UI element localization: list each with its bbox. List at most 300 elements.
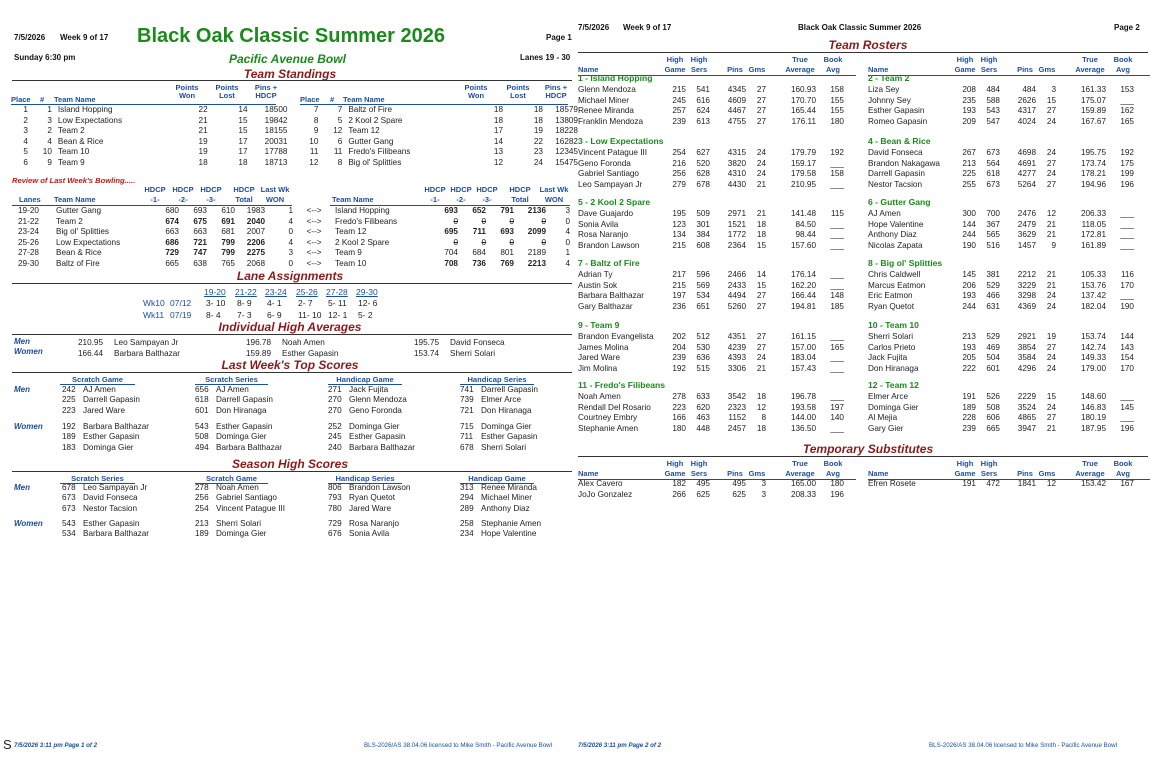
- cell: Big ol' Splitties: [348, 157, 402, 167]
- true-average: 165.00: [790, 479, 816, 488]
- cell: Gutter Gang: [56, 206, 102, 215]
- name: Anthony Diaz: [868, 230, 917, 240]
- games: 24: [756, 353, 766, 363]
- cell: 15475: [555, 157, 578, 167]
- cell: 11: [333, 147, 343, 157]
- high-game: 215: [672, 280, 686, 290]
- report-date: 7/5/2026: [14, 33, 46, 42]
- hdr-points-won: Points Won: [175, 83, 199, 100]
- cell: 4: [565, 227, 570, 237]
- cell: <-->: [306, 248, 322, 258]
- pins: 2229: [1017, 392, 1036, 401]
- name: Elmer Arce: [868, 392, 909, 401]
- review-table: [12, 206, 570, 270]
- name: Gabriel Santiago: [578, 169, 639, 179]
- hdr-high-series: High: [690, 55, 708, 64]
- high-series: 616: [696, 95, 710, 105]
- games: 24: [756, 148, 766, 157]
- cell: <-->: [306, 258, 322, 268]
- hdr-g2: -2-: [456, 195, 466, 204]
- pins: 1772: [727, 230, 746, 240]
- high-game: 213: [962, 332, 976, 341]
- pins: 4467: [727, 106, 746, 116]
- bowler-name: Esther Gapasin: [349, 432, 406, 442]
- name: Darrell Gapasin: [868, 169, 925, 179]
- hdr-won: WON: [265, 195, 285, 204]
- high-game: 223: [672, 402, 686, 412]
- average-value: 159.89: [246, 349, 272, 358]
- bowler-name: Leo Sampayan Jr: [114, 338, 179, 347]
- games: 27: [756, 342, 766, 352]
- book-average: 185: [830, 301, 844, 311]
- name: Nicolas Zapata: [868, 240, 923, 250]
- cell: 0: [541, 216, 546, 226]
- games: 24: [1046, 169, 1056, 179]
- pins: 4296: [1017, 363, 1036, 373]
- book-average: 170: [1120, 363, 1134, 373]
- cell: 693: [193, 206, 207, 215]
- name: JoJo Gonzalez: [578, 489, 633, 499]
- name: AJ Amen: [868, 209, 901, 218]
- name: Gary Gier: [868, 423, 904, 433]
- score-value: 270: [328, 395, 342, 405]
- book-average: 165: [830, 342, 844, 352]
- high-series: 384: [696, 230, 710, 240]
- last-week-top-scores-title: Last Week's Top Scores: [221, 358, 359, 372]
- score-value: 258: [460, 519, 474, 528]
- book-average: 153: [1120, 85, 1134, 94]
- cell: 22: [533, 136, 543, 146]
- pins: 2971: [727, 209, 746, 218]
- cell: 6: [337, 136, 343, 146]
- high-game: 191: [962, 392, 976, 401]
- bowler-name: AJ Amen: [216, 385, 249, 394]
- hdr-last-week: Last Wk: [260, 185, 290, 194]
- table-row: [12, 137, 578, 148]
- book-average: 140: [830, 413, 844, 423]
- name: Rosa Naranjo: [578, 230, 629, 240]
- book-average: 148: [830, 291, 844, 301]
- high-series: 504: [986, 353, 1000, 363]
- table-row: [12, 227, 570, 238]
- games: 24: [1046, 353, 1056, 363]
- week-label: Week 9 of 17: [623, 23, 672, 32]
- book-average: 158: [830, 169, 844, 179]
- name: David Fonseca: [868, 148, 923, 157]
- book-average: 167: [1120, 479, 1134, 488]
- cell: 8: [337, 157, 343, 167]
- cell: 0: [481, 216, 486, 226]
- book-average: 175: [1120, 158, 1134, 168]
- high-game: 235: [962, 95, 976, 105]
- cell: 15: [238, 126, 248, 136]
- cell: 663: [165, 227, 179, 237]
- pins: 1152: [728, 413, 746, 423]
- true-average: 142.74: [1080, 342, 1106, 352]
- cell: 1: [565, 248, 570, 258]
- cell: 2: [23, 115, 28, 125]
- cell: 12: [333, 126, 343, 136]
- high-game: 208: [962, 85, 976, 94]
- cell: 4: [565, 258, 570, 268]
- hdr-pins-hdcp: Pins + HDCP: [254, 83, 278, 100]
- lane-matchup: 2- 7: [298, 298, 313, 308]
- score-value: 270: [328, 405, 342, 415]
- hdr-gms: Gms: [748, 65, 766, 74]
- table-row: [12, 147, 578, 158]
- games: 27: [756, 291, 766, 301]
- cell: 799: [221, 237, 235, 247]
- true-average: 187.95: [1080, 423, 1106, 433]
- bowler-name: Don Hiranaga: [216, 405, 267, 415]
- lane-pair-header: 21-22: [235, 287, 257, 297]
- week-label: Wk11: [143, 310, 165, 320]
- hdr-book-avg: Avg: [1116, 469, 1130, 478]
- cell: 17: [238, 136, 248, 146]
- true-average: 153.42: [1080, 479, 1106, 488]
- name: Nestor Tacsion: [868, 179, 923, 189]
- team-name: 10 - Team 10: [868, 320, 919, 330]
- score-value: 676: [328, 529, 342, 539]
- table-row: [12, 248, 570, 259]
- score-value: 618: [195, 395, 209, 405]
- bowler-name: Esther Gapasin: [216, 422, 273, 431]
- column-header: Scratch Game: [195, 474, 268, 484]
- score-value: 780: [328, 503, 342, 513]
- week-label: Wk10: [143, 298, 165, 308]
- cell: 7: [337, 105, 343, 114]
- cell: 2040: [246, 216, 265, 226]
- true-average: 137.42: [1080, 291, 1106, 301]
- pins: 3524: [1017, 402, 1036, 412]
- team-name: 5 - 2 Kool 2 Spare: [578, 197, 651, 207]
- cell: 1: [47, 105, 52, 114]
- cell: 663: [193, 227, 207, 237]
- cell: 5: [337, 115, 343, 125]
- hdr-g2: -2-: [178, 195, 188, 204]
- high-series: 627: [696, 148, 710, 157]
- high-series: 624: [696, 106, 710, 116]
- high-series: 636: [696, 353, 710, 363]
- high-game: 209: [962, 116, 976, 126]
- games: 27: [756, 301, 766, 311]
- true-average: 183.04: [790, 353, 816, 363]
- cell: 638: [193, 258, 207, 268]
- book-average: 154: [1120, 353, 1134, 363]
- bowler-name: Michael Miner: [481, 493, 532, 503]
- true-average: 170.70: [790, 95, 816, 105]
- high-series: 367: [986, 219, 1000, 229]
- table-row: [12, 259, 570, 270]
- cell: 2068: [246, 258, 265, 268]
- hdr-high-game: High: [956, 459, 974, 468]
- cell: 21: [198, 115, 208, 125]
- games: 27: [1046, 413, 1056, 423]
- hdr-pins: Pins: [727, 65, 743, 74]
- book-average: ___: [1120, 392, 1134, 401]
- cell: 17: [493, 126, 504, 136]
- pins: 4345: [727, 85, 746, 94]
- bowler-name: Brandon Lawson: [349, 483, 411, 492]
- score-value: 739: [460, 395, 474, 405]
- true-average: 159.17: [790, 158, 816, 168]
- cell: <-->: [306, 227, 322, 237]
- games: 27: [756, 332, 766, 341]
- lane-pair-header: 27-28: [326, 287, 348, 297]
- cell: 1: [288, 206, 293, 215]
- pins: 5260: [727, 301, 746, 311]
- hdr-high-game: Game: [664, 469, 686, 478]
- high-game: 134: [672, 230, 686, 240]
- book-average: 180: [830, 479, 844, 488]
- pins: 1457: [1017, 240, 1036, 250]
- bowler-name: Dominga Gier: [83, 442, 134, 452]
- true-average: 178.21: [1080, 169, 1106, 179]
- score-value: 242: [62, 385, 76, 394]
- cell: 693: [444, 206, 458, 215]
- high-series: 564: [986, 158, 1000, 168]
- team-name: 3 - Low Expectations: [578, 136, 664, 146]
- lane-matchup: 12- 6: [358, 298, 378, 308]
- name: Dave Guajardo: [578, 209, 634, 218]
- hdr-gms: Gms: [1038, 65, 1056, 74]
- hdr-place-2: Place: [300, 95, 320, 104]
- true-average: 157.60: [790, 240, 816, 250]
- score-value: 601: [195, 405, 209, 415]
- cell: 17788: [264, 147, 288, 157]
- name: Leo Sampayan Jr: [578, 179, 643, 189]
- book-average: ___: [830, 179, 844, 189]
- team-name: 9 - Team 9: [578, 320, 620, 330]
- true-average: 176.11: [791, 116, 816, 126]
- hdr-true-average: Average: [785, 469, 815, 478]
- score-value: 256: [195, 493, 209, 503]
- cell: 16282: [555, 136, 578, 146]
- cell: 21: [198, 126, 208, 136]
- cell: 0: [541, 237, 546, 247]
- pins: 4310: [727, 169, 746, 179]
- name: Jared Ware: [578, 353, 621, 363]
- bowler-name: Noah Amen: [282, 338, 325, 347]
- bowler-name: Leo Sampayan Jr: [83, 483, 148, 492]
- cell: 2 Kool 2 Spare: [335, 237, 390, 247]
- pins: 484: [1022, 85, 1036, 94]
- true-average: 153.74: [1080, 332, 1106, 341]
- bowler-name: David Fonseca: [83, 493, 138, 503]
- hdr-true-average: True: [1082, 459, 1098, 468]
- score-value: 183: [62, 442, 76, 452]
- score-value: 543: [195, 422, 209, 431]
- cell: 5: [23, 147, 28, 157]
- lane-matchup: 5- 2: [358, 310, 373, 320]
- bowler-name: Barbara Balthazar: [349, 442, 415, 452]
- hdr-high-series: Sers: [690, 65, 708, 74]
- cell: 18579: [555, 105, 578, 114]
- cell: Island Hopping: [335, 206, 390, 215]
- true-average: 157.43: [790, 363, 816, 373]
- hdr-g1: -1-: [150, 195, 160, 204]
- cell: 14: [493, 136, 504, 146]
- cell: Island Hopping: [57, 105, 113, 114]
- name: Sonia Avila: [578, 219, 619, 229]
- book-average: ___: [1120, 95, 1134, 105]
- bowler-name: Barbara Balthazar: [216, 442, 282, 452]
- bowler-name: Renee Miranda: [481, 483, 537, 492]
- games: 24: [1046, 291, 1056, 301]
- hdr-name: Name: [868, 65, 889, 74]
- high-series: 534: [696, 291, 710, 301]
- team-name: 11 - Fredo's Filibeans: [578, 380, 666, 390]
- cell: Team 2: [57, 126, 85, 136]
- cell: 17: [238, 147, 248, 157]
- high-game: 215: [672, 85, 686, 94]
- pins: 2433: [727, 280, 746, 290]
- high-game: 266: [672, 489, 686, 499]
- hdr-pins: Pins: [727, 469, 743, 478]
- divider: [12, 80, 572, 81]
- hdr-gms: Gms: [1038, 469, 1056, 478]
- lanes-range: Lanes 19 - 30: [520, 53, 571, 62]
- book-average: ___: [1120, 209, 1134, 218]
- table-row: [12, 105, 578, 116]
- bowler-name: Barbara Balthazar: [83, 529, 149, 539]
- name: Chris Caldwell: [868, 270, 921, 279]
- name: Brandon Nakagawa: [868, 158, 940, 168]
- high-game: 254: [672, 148, 686, 157]
- cell: 12: [493, 157, 504, 167]
- cell: Baltz of Fire: [56, 258, 100, 268]
- cell: 18: [493, 115, 504, 125]
- average-value: 153.74: [414, 349, 440, 358]
- games: 21: [1046, 219, 1056, 229]
- true-average: 196.78: [790, 392, 816, 401]
- true-average: 161.89: [1080, 240, 1106, 250]
- hdr-true-average: Average: [1075, 65, 1105, 74]
- cell: 0: [453, 216, 458, 226]
- cell: 19: [198, 136, 208, 146]
- lane-pair-header: 19-20: [204, 287, 226, 297]
- high-series: 651: [696, 301, 710, 311]
- footer-license: BLS-2026/AS 38.04.06 licensed to Mike Smith - Pacific Avenue Bowl: [364, 742, 553, 749]
- high-game: 191: [962, 479, 976, 488]
- true-average: 175.07: [1080, 95, 1106, 105]
- name: Renee Miranda: [578, 106, 634, 116]
- name: Jack Fujita: [868, 353, 908, 363]
- games: 15: [1046, 95, 1056, 105]
- cell: 19842: [264, 115, 288, 125]
- cell: Team 2: [56, 216, 83, 226]
- cell: 14: [238, 105, 248, 114]
- pins: 3229: [1017, 280, 1036, 290]
- name: Courtney Embry: [578, 413, 638, 423]
- cell: 652: [472, 206, 486, 215]
- cell: 765: [221, 258, 235, 268]
- cell: 2206: [246, 237, 265, 247]
- high-series: 543: [986, 106, 1000, 116]
- games: 14: [756, 270, 766, 279]
- cell: 19: [198, 147, 208, 157]
- cell: Low Expectations: [57, 115, 123, 125]
- score-value: 673: [62, 493, 76, 503]
- cell: 0: [481, 237, 486, 247]
- table-row: [12, 217, 570, 228]
- score-value: 741: [460, 385, 474, 394]
- cell: 0: [509, 216, 514, 226]
- name: Austin Sok: [578, 280, 618, 290]
- team-rosters-title: Team Rosters: [828, 38, 908, 52]
- pins: 3306: [727, 363, 746, 373]
- hdr-hdcp: HDCP: [476, 185, 498, 194]
- name: Esther Gapasin: [868, 106, 925, 116]
- cell: <-->: [306, 206, 322, 215]
- hdr-lanes: Lanes: [19, 195, 41, 204]
- hdr-place: Place: [11, 95, 31, 104]
- high-game: 244: [962, 230, 976, 240]
- cell: 2 Kool 2 Spare: [348, 115, 403, 125]
- cell: 736: [472, 258, 486, 268]
- high-game: 182: [672, 479, 686, 488]
- book-average: ___: [830, 230, 844, 240]
- true-average: 98.44: [795, 230, 816, 240]
- true-average: 194.81: [790, 301, 816, 311]
- pins: 4755: [727, 116, 746, 126]
- book-average: ___: [830, 423, 844, 433]
- name: Dominga Gier: [868, 402, 919, 412]
- pins: 2457: [727, 423, 746, 433]
- high-game: 225: [962, 169, 976, 179]
- games: 15: [1046, 392, 1056, 401]
- name: Don Hiranaga: [868, 363, 919, 373]
- bowler-name: Sherri Solari: [216, 519, 262, 528]
- games: 27: [1046, 158, 1056, 168]
- hdr-book-avg: Book: [1113, 55, 1133, 64]
- cell: 3: [47, 115, 52, 125]
- book-average: 170: [1120, 280, 1134, 290]
- high-series: 631: [986, 301, 1000, 311]
- score-value: 254: [195, 503, 209, 513]
- high-series: 678: [696, 179, 710, 189]
- high-series: 512: [696, 332, 710, 341]
- cell: 3: [23, 126, 28, 136]
- book-average: 145: [1120, 402, 1134, 412]
- lane-matchup: 11- 10: [298, 310, 322, 320]
- cell: 22: [198, 105, 208, 114]
- team-name: 6 - Gutter Gang: [868, 197, 931, 207]
- cell: Team 12: [335, 227, 367, 237]
- true-average: 173.74: [1080, 158, 1106, 168]
- book-average: 180: [830, 116, 844, 126]
- bowler-name: Barbara Balthazar: [114, 349, 180, 358]
- true-average: 148.60: [1080, 392, 1106, 401]
- team-name: 4 - Bean & Rice: [868, 136, 931, 146]
- pins: 3947: [1017, 423, 1036, 433]
- games: 18: [756, 219, 766, 229]
- page-number: Page 1: [546, 33, 572, 42]
- hdr-high-game: Game: [664, 65, 686, 74]
- name: Rendall Del Rosario: [578, 402, 651, 412]
- games: 24: [1046, 301, 1056, 311]
- cell: 2: [47, 126, 52, 136]
- pins: 3298: [1017, 291, 1036, 301]
- book-average: 197: [830, 402, 844, 412]
- games: 21: [756, 179, 766, 189]
- score-value: 223: [62, 405, 76, 415]
- true-average: 195.75: [1080, 148, 1106, 157]
- footer-license: BLS-2026/AS 38.04.06 licensed to Mike Smith - Pacific Avenue Bowl: [929, 742, 1118, 749]
- true-average: 182.04: [1080, 301, 1106, 311]
- cell: 2007: [246, 227, 265, 237]
- name: Sherri Solari: [868, 332, 914, 341]
